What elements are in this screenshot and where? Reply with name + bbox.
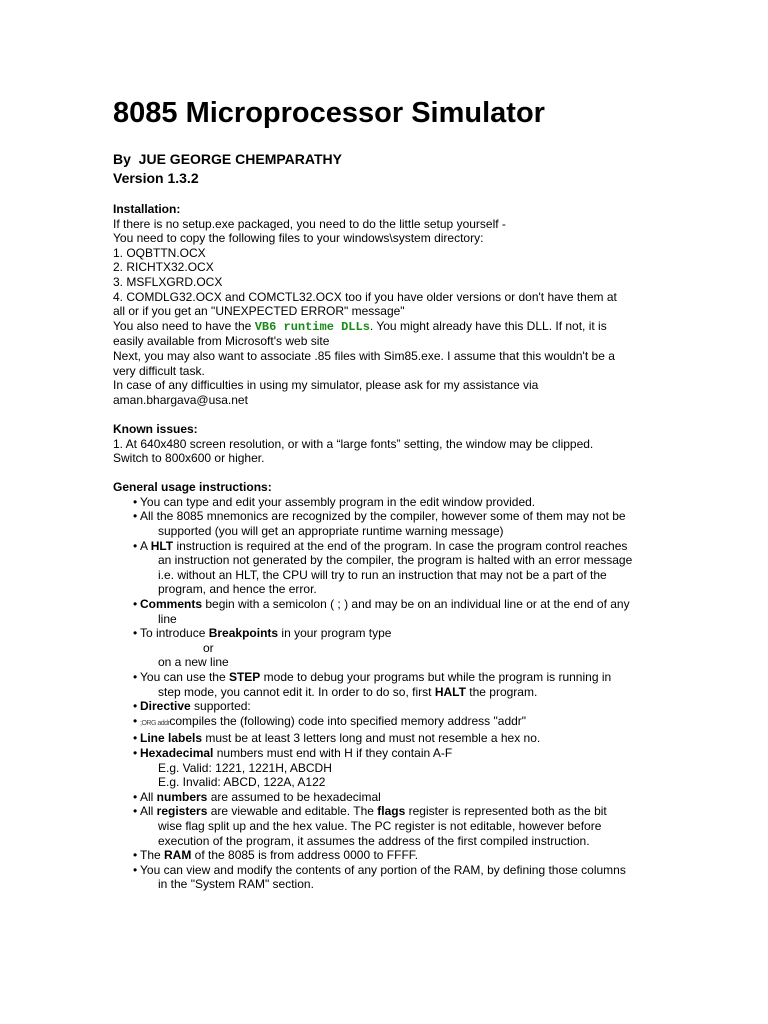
dll-prefix: You also need to have the	[113, 318, 255, 333]
bullet-item	[113, 790, 673, 805]
bullet-text: of the 8085 is from address 0000 to FFFF.	[191, 848, 419, 863]
bullet-bold: RAM	[164, 848, 192, 863]
bullet-text: must be at least 3 letters long and must not resemble a hex no.	[202, 731, 541, 746]
bullet-continuation: an instruction not generated by the compiler, the program is halted with an error message	[158, 553, 633, 568]
bullet-icon: •	[133, 731, 138, 746]
installation-line: very difficult task.	[113, 363, 205, 378]
bullet-text: A	[140, 538, 151, 553]
bullet-bold: Comments	[140, 597, 203, 612]
bullet-text: You can view and modify the contents of any portion of the RAM, by defining those columns	[140, 862, 626, 877]
installation-dll-line	[113, 319, 673, 335]
bullet-text: To introduce	[140, 626, 209, 641]
bullet-item	[113, 670, 673, 685]
bullet-item	[113, 597, 673, 612]
bullet-text: You can type and edit your assembly program in the edit window provided.	[140, 494, 536, 509]
installation-line: Next, you may also want to associate .85 files with Sim85.exe. I assume that this wouldn't be a	[113, 348, 615, 363]
installation-line: 1. OQBTTN.OCX	[113, 245, 206, 260]
doc-meta	[113, 150, 342, 188]
installation-line: If there is no setup.exe packaged, you need to do the little setup yourself -	[113, 216, 506, 231]
known-issues-line: 1. At 640x480 screen resolution, or with a “large fonts” setting, the window may be clipped.	[113, 436, 594, 451]
bullet-bold: HLT	[150, 538, 174, 553]
bullet-icon: •	[133, 789, 138, 804]
bullet-item	[113, 509, 673, 524]
bullet-continuation: i.e. without an HLT, the CPU will try to run an instruction that may not be a part of the	[158, 567, 607, 582]
bullet-icon: •	[133, 538, 138, 553]
bullet-icon: •	[133, 745, 138, 760]
spacer	[113, 407, 673, 422]
bullet-text: mode to debug your programs but while the program is running in	[260, 670, 612, 684]
bullet-text: The	[140, 848, 165, 863]
bullet-continuation: or	[203, 640, 214, 655]
bullet-example: E.g. Valid: 1221, 1221H, ABCDH	[158, 760, 332, 775]
installation-line: 4. COMDLG32.OCX and COMCTL32.OCX too if you have older versions or don't have them at	[113, 289, 617, 304]
bullet-text: step mode, you cannot edit it. In order to do so, first	[158, 684, 435, 699]
bullet-text: are viewable and editable. The	[207, 804, 378, 819]
bullet-continuation: program, and hence the error.	[158, 582, 317, 597]
bullet-continuation: execution of the program, it assumes the address of the first compiled instruction.	[158, 833, 590, 848]
bullet-bold: Hexadecimal	[140, 745, 214, 760]
installation-line: You need to copy the following files to your windows\system directory:	[113, 231, 484, 246]
bullet-text: begin with a semicolon ( ; ) and may be on an individual line or at the end of any	[202, 597, 630, 612]
bullet-icon: •	[133, 494, 138, 509]
spacer	[113, 466, 673, 481]
page-title: 8085 Microprocessor Simulator	[113, 97, 545, 129]
bullet-item	[113, 699, 673, 714]
bullet-icon: •	[133, 862, 138, 877]
bullet-bold: STEP	[228, 670, 261, 684]
bullet-item	[113, 804, 673, 819]
installation-heading: Installation:	[113, 202, 181, 216]
contact-email: aman.bhargava@usa.net	[113, 392, 248, 407]
bullet-bold: HALT	[434, 684, 466, 699]
bullet-item	[113, 626, 673, 641]
bullet-bold: numbers	[156, 789, 208, 804]
bullet-text: instruction is required at the end of the program. In case the program control reaches	[173, 538, 628, 553]
bullet-bold: flags	[377, 804, 406, 819]
bullet-icon: •	[133, 848, 138, 863]
bullet-icon: •	[133, 804, 138, 819]
bullet-icon: •	[133, 509, 138, 524]
installation-line: 2. RICHTX32.OCX	[113, 260, 214, 275]
dll-suffix: . You might already have this DLL. If not, it is	[369, 318, 607, 333]
bullet-icon: •	[133, 626, 138, 641]
bullet-bold: Breakpoints	[208, 626, 279, 641]
bullet-continuation: on a new line	[158, 655, 229, 670]
author-line: By JUE GEORGE CHEMPARATHY	[113, 151, 342, 167]
bullet-item	[113, 495, 673, 510]
bullet-item	[113, 863, 673, 878]
bullet-text: All	[140, 804, 157, 819]
bullet-item	[113, 539, 673, 554]
bullet-continuation	[113, 685, 673, 700]
bullet-icon: •	[133, 699, 138, 714]
bullet-continuation: wise flag split up and the hex value. The PC register is not editable, however before	[158, 818, 602, 833]
bullet-text: compiles the (following) code into specified memory address "addr"	[169, 713, 527, 728]
bullet-text: the program.	[465, 684, 538, 699]
bullet-item	[113, 848, 673, 863]
bullet-icon: •	[133, 597, 138, 612]
bullet-icon: •	[133, 713, 138, 728]
bullet-bold: Directive	[140, 699, 191, 714]
vb6-runtime-link[interactable]: VB6 runtime DLLs	[254, 319, 370, 334]
installation-line: all or if you get an "UNEXPECTED ERROR" message"	[113, 304, 405, 319]
installation-line: In case of any difficulties in using my simulator, please ask for my assistance via	[113, 378, 539, 393]
bullet-text: in your program type	[278, 626, 392, 641]
bullet-continuation: line	[158, 611, 177, 626]
known-issues-line: Switch to 800x600 or higher.	[113, 451, 265, 466]
bullet-continuation: in the "System RAM" section.	[158, 877, 314, 892]
bullet-bold: registers	[156, 804, 208, 819]
installation-line: easily available from Microsoft's web site	[113, 334, 330, 349]
bullet-text: are assumed to be hexadecimal	[207, 789, 381, 804]
bullet-item	[113, 746, 673, 761]
bullet-text: supported:	[190, 699, 251, 714]
bullet-bold: Line labels	[140, 731, 203, 746]
usage-heading: General usage instructions:	[113, 480, 272, 495]
org-directive-text: ;ORG addr	[140, 719, 170, 727]
known-issues-heading: Known issues:	[113, 421, 198, 436]
bullet-item	[113, 731, 673, 746]
installation-line: 3. MSFLXGRD.OCX	[113, 274, 223, 289]
bullet-item	[113, 714, 673, 732]
bullet-example: E.g. Invalid: ABCD, 122A, A122	[158, 775, 326, 790]
version-line: Version 1.3.2	[113, 170, 199, 186]
bullet-text: You can use the	[140, 670, 229, 684]
bullet-text: All	[140, 789, 157, 804]
bullet-text: register is represented both as the bit	[405, 804, 607, 819]
bullet-icon: •	[133, 670, 138, 684]
bullet-text: All the 8085 mnemonics are recognized by the compiler, however some of them may not be	[140, 509, 626, 524]
document-body	[113, 202, 673, 892]
bullet-continuation: supported (you will get an appropriate runtime warning message)	[158, 524, 504, 539]
bullet-text: numbers must end with H if they contain A-F	[213, 745, 453, 760]
